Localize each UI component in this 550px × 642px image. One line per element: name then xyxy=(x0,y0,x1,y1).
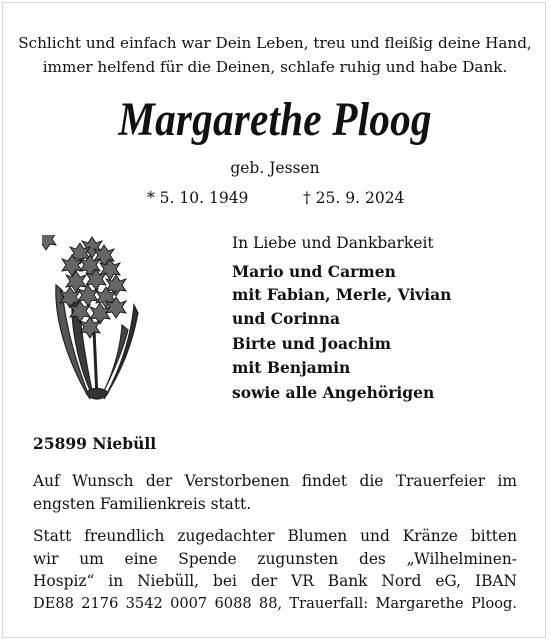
mourner-group xyxy=(232,332,451,379)
funeral-note-line: engsten Familienkreis statt. xyxy=(33,494,252,513)
mourner-group xyxy=(232,381,451,405)
mourner-line: Birte und Joachim xyxy=(232,334,392,353)
birth-date: * 5. 10. 1949 xyxy=(147,189,249,207)
mourners-intro: In Liebe und Dankbarkeit xyxy=(232,234,434,252)
donation-note-line: wir um eine Spende zugunsten des „Wilhelminen- xyxy=(33,549,517,568)
maiden-name: geb. Jessen xyxy=(230,159,320,177)
location: 25899 Niebüll xyxy=(33,434,157,453)
death-date: † 25. 9. 2024 xyxy=(303,189,405,207)
verse xyxy=(0,31,550,79)
deceased-name: Margarethe Ploog xyxy=(118,93,432,146)
donation-note xyxy=(33,525,517,615)
verse-line: immer helfend für die Deinen, schlafe ruhig und habe Dank. xyxy=(42,58,508,76)
mourners-block xyxy=(232,232,451,407)
mourner-line: und Corinna xyxy=(232,308,341,328)
life-dates xyxy=(147,189,405,207)
hyacinth-flower-drawing xyxy=(42,235,142,401)
verse-line: Schlicht und einfach war Dein Leben, treu und fleißig deine Hand, xyxy=(18,34,532,52)
donation-note-line: Statt freundlich zugedachter Blumen und Kränze bitten xyxy=(33,527,517,545)
donation-note-line: Hospiz“ in Niebüll, bei der VR Bank Nord eG, IBAN xyxy=(33,572,517,590)
mourner-line: sowie alle Angehörigen xyxy=(232,383,435,402)
donation-note-line: DE88 2176 3542 0007 6088 88, Trauerfall: Margarethe Ploog. xyxy=(33,594,517,612)
mourner-line: mit Benjamin xyxy=(232,357,351,377)
mourner-group xyxy=(232,260,451,331)
funeral-note-line: Auf Wunsch der Verstorbenen findet die Trauerfeier im xyxy=(33,472,517,490)
mourner-line: Mario und Carmen xyxy=(232,261,396,281)
funeral-note xyxy=(33,470,517,515)
mourner-line: mit Fabian, Merle, Vivian xyxy=(232,285,452,304)
